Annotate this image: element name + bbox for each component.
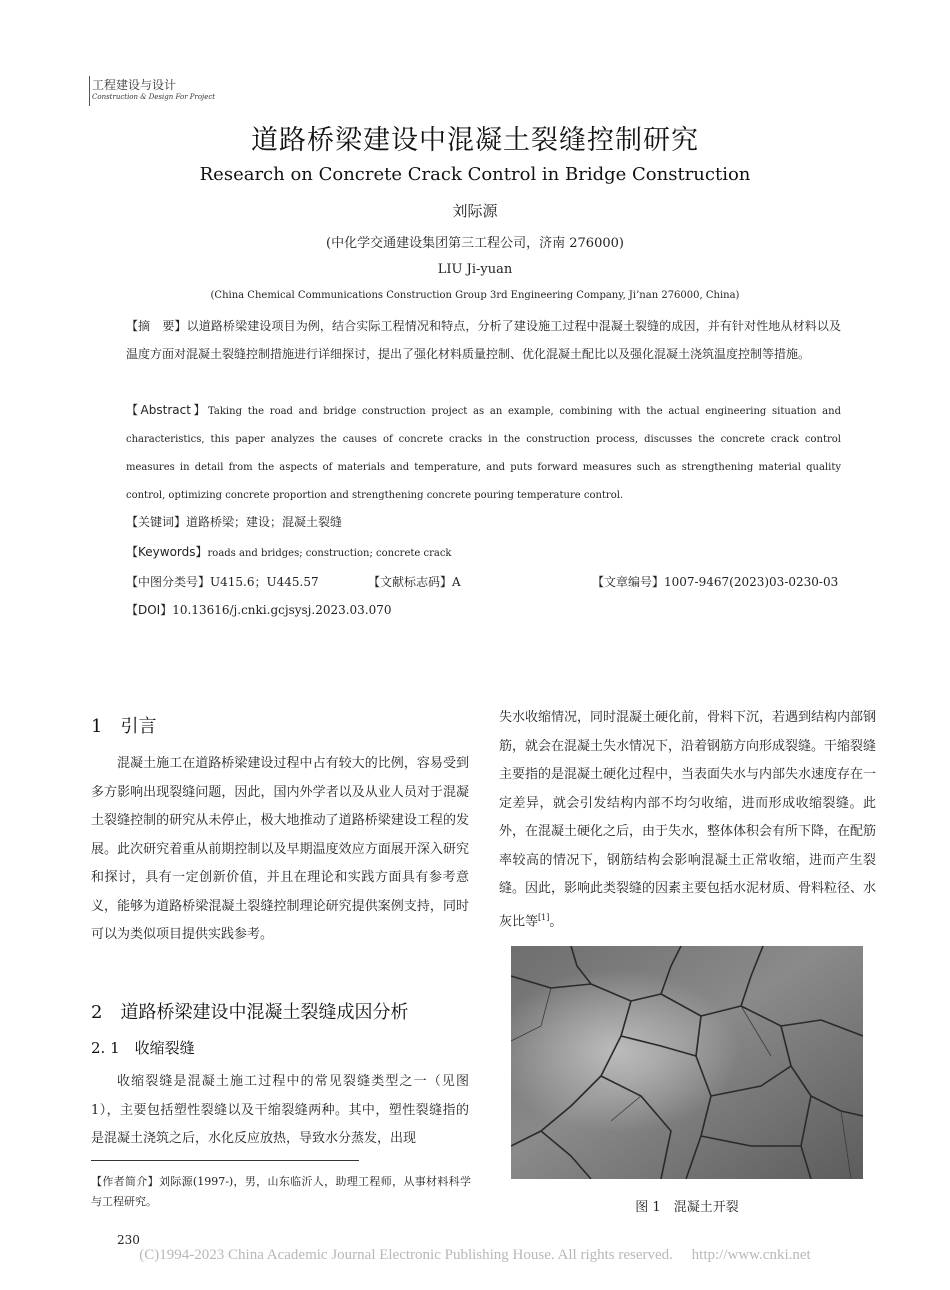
clc-label: 【中图分类号】 xyxy=(126,575,211,589)
section-2-1-heading: 2. 1 收缩裂缝 xyxy=(91,1039,195,1057)
copyright-watermark: (C)1994-2023 China Academic Journal Electronic Publishing House. All rights reserved. http://www.cnki.net xyxy=(139,1247,811,1263)
doi-value: 10.13616/j.cnki.gcjsysj.2023.03.070 xyxy=(172,603,392,617)
keywords-zh xyxy=(126,508,841,536)
footnote-rule xyxy=(91,1160,359,1161)
right-column-paragraph xyxy=(499,704,876,936)
journal-header-rule xyxy=(89,76,90,106)
footnote-label: 【作者简介】 xyxy=(91,1175,159,1188)
document-code xyxy=(368,568,461,596)
keywords-zh-label: 【关键词】 xyxy=(126,515,187,529)
doccode-label: 【文献标志码】 xyxy=(368,575,453,589)
author-bio-footnote xyxy=(91,1172,471,1212)
abstract-en xyxy=(126,396,841,510)
article-title-en: Research on Concrete Crack Control in Bridge Construction xyxy=(199,164,751,185)
articleno-value: 1007-9467(2023)03-0230-03 xyxy=(664,575,839,589)
doi xyxy=(126,596,392,624)
section-1-heading: 1 引言 xyxy=(91,716,157,737)
affiliation-zh: (中化学交通建设集团第三工程公司，济南 276000) xyxy=(326,236,624,251)
section-1-paragraph: 混凝土施工在道路桥梁建设过程中占有较大的比例，容易受到多方影响出现裂缝问题，因此，国内外学者以及从业人员对于混凝土裂缝控制的研究从未停止，极大地推动了道路桥梁建设工程的发展。此次研究着重从前期控制以及早期温度效应方面展开深入研究和探讨，具有一定创新价值，并且在理论和实践方面具有参考意义，能够为道路桥梁混凝土裂缝控制理论研究提供案例支持，同时可以为类似项目提供实践参考。 xyxy=(91,756,469,942)
abstract-zh-text: 以道路桥梁建设项目为例，结合实际工程情况和特点，分析了建设施工过程中混凝土裂缝的成因，并有针对性地从材料以及温度方面对混凝土裂缝控制措施进行详细探讨，提出了强化材料质量控制、优化混凝土配比以及强化混凝土浇筑温度控制等措施。 xyxy=(126,319,841,361)
section-2-heading: 2 道路桥梁建设中混凝土裂缝成因分析 xyxy=(91,1002,409,1023)
right-paragraph-end: 。 xyxy=(549,913,563,929)
right-paragraph-text: 失水收缩情况，同时混凝土硬化前，骨料下沉，若遇到结构内部钢筋，就会在混凝土失水情况下，沿着钢筋方向形成裂缝。干缩裂缝主要指的是混凝土硬化过程中，当表面失水与内部失水速度存在一定差异，就会引发结构内部不均匀收缩，进而形成收缩裂缝。此外，在混凝土硬化之后，由于失水，整体体积会有所下降，在配筋率较高的情况下，钢筋结构会影响混凝土正常收缩，进而产生裂缝。因此，影响此类裂缝的因素主要包括水泥材质、骨料粒径、水灰比等 xyxy=(499,710,877,929)
concrete-crack-photo xyxy=(511,946,863,1179)
section-2-1-paragraph: 收缩裂缝是混凝土施工过程中的常见裂缝类型之一（见图 1），主要包括塑性裂缝以及干缩裂缝两种。其中，塑性裂缝指的是混凝土浇筑之后，水化反应放热，导致水分蒸发，出现 xyxy=(91,1074,469,1146)
articleno-label: 【文章编号】 xyxy=(592,575,665,589)
doccode-value: A xyxy=(452,575,461,589)
abstract-en-label: 【Abstract】 xyxy=(126,403,209,417)
keywords-en xyxy=(126,538,841,568)
figure-caption: 图 1 混凝土开裂 xyxy=(635,1200,739,1215)
keywords-en-text: roads and bridges; construction; concrete crack xyxy=(207,548,452,559)
abstract-en-text: Taking the road and bridge construction project as an example, combining with the actual engineering situation and characteristics, this paper analyzes the causes of concrete cracks in the construction process, discusses the concrete crack control measures in detail from the aspects of materials and temperature, and puts forward measures such as strengthening material quality control, optimizing concrete proportion and strengthening concrete pouring temperature control. xyxy=(126,406,841,501)
citation-ref: [1] xyxy=(538,912,550,922)
footnote-text: 刘际源(1997-)，男，山东临沂人，助理工程师，从事材料科学与工程研究。 xyxy=(91,1175,472,1208)
doi-label: 【DOI】 xyxy=(126,603,173,617)
affiliation-en: (China Chemical Communications Construction Group 3rd Engineering Company, Ji’nan 276000, China) xyxy=(210,290,740,301)
clc-value: U415.6；U445.57 xyxy=(210,575,319,589)
abstract-zh-label: 【摘 要】 xyxy=(126,319,187,333)
keywords-zh-text: 道路桥梁；建设；混凝土裂缝 xyxy=(186,515,343,529)
page-number: 230 xyxy=(117,1233,140,1247)
abstract-zh xyxy=(126,312,841,368)
article-number xyxy=(592,568,838,596)
journal-name-en: Construction & Design For Project xyxy=(92,93,216,101)
article-title-zh: 道路桥梁建设中混凝土裂缝控制研究 xyxy=(251,125,699,156)
keywords-en-label: 【Keywords】 xyxy=(126,545,208,559)
author-en: LIU Ji-yuan xyxy=(437,262,513,277)
author-zh: 刘际源 xyxy=(452,202,498,220)
clc-number xyxy=(126,568,319,596)
journal-name-zh: 工程建设与设计 xyxy=(92,78,177,92)
